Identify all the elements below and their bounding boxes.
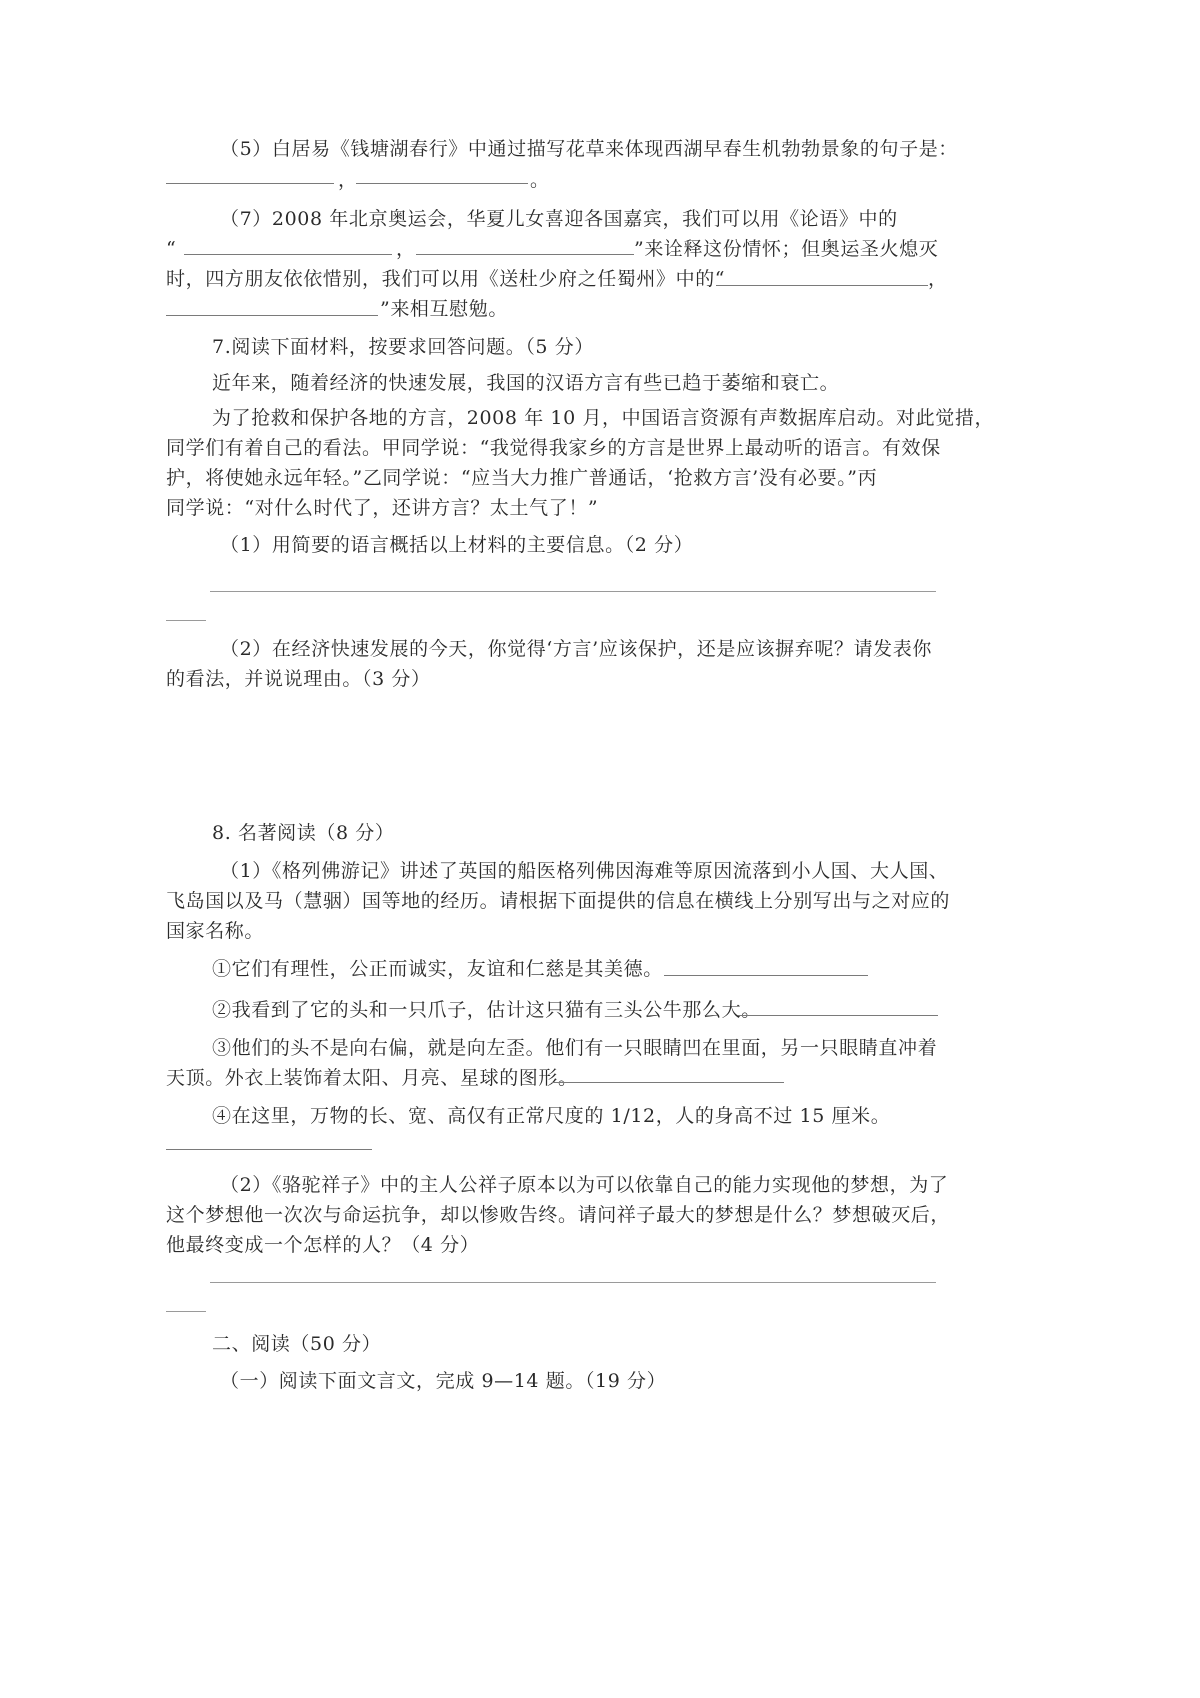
q8-question2-line2: 这个梦想他一次次与命运抗争，却以惨败告终。请问祥子最大的梦想是什么？梦想破灭后， xyxy=(166,1204,951,1226)
q8-item3-line2: 天顶。外衣上装饰着太阳、月亮、星球的图形。 xyxy=(166,1067,578,1089)
answer-line[interactable] xyxy=(210,591,936,592)
q8-question1-line1: （1）《格列佛游记》讲述了英国的船医格列佛因海难等原因流落到小人国、大人国、 xyxy=(220,860,949,882)
q8-question1-line3: 国家名称。 xyxy=(166,920,265,942)
answer-line[interactable] xyxy=(166,620,206,621)
answer-blank[interactable] xyxy=(166,183,334,184)
q8-item1: ①它们有理性，公正而诚实，友谊和仁慈是其美德。 xyxy=(212,958,663,980)
q6-part5-comma: ， xyxy=(338,169,358,191)
q8-item4: ④在这里，万物的长、宽、高仅有正常尺度的 1/12，人的身高不过 15 厘米。 xyxy=(212,1105,891,1127)
section2-heading: 二、阅读（50 分） xyxy=(212,1333,382,1355)
q7-material-para1: 近年来，随着经济的快速发展，我国的汉语方言有些已趋于萎缩和衰亡。 xyxy=(212,372,840,394)
q6-part7-line2-tail: ”来诠释这份情怀；但奥运圣火熄灭 xyxy=(634,238,939,260)
section2-subheading: （一）阅读下面文言文，完成 9—14 题。（19 分） xyxy=(220,1370,667,1392)
q6-part7-open-quote: “ xyxy=(166,238,177,260)
q6-part7-comma: ， xyxy=(396,238,416,260)
q7-material-para2-line3: 护，将使她永远年轻。”乙同学说：“应当大力推广普通话，‘抢救方言’没有必要。”丙 xyxy=(166,467,878,489)
answer-line[interactable] xyxy=(210,1282,936,1283)
q6-part5-period: 。 xyxy=(530,169,550,191)
answer-blank[interactable] xyxy=(716,285,928,286)
answer-blank[interactable] xyxy=(166,1149,372,1150)
q7-material-para2-line2: 同学们有着自己的看法。甲同学说：“我觉得我家乡的方言是世界上最动听的语言。有效保 xyxy=(166,437,941,459)
q6-part5-prompt: （5）白居易《钱塘湖春行》中通过描写花草来体现西湖早春生机勃勃景象的句子是： xyxy=(220,138,958,160)
q6-part7-prompt: （7）2008 年北京奥运会，华夏儿女喜迎各国嘉宾，我们可以用《论语》中的 xyxy=(220,208,898,230)
q8-item3-line1: ③他们的头不是向右偏，就是向左歪。他们有一只眼睛凹在里面，另一只眼睛直冲着 xyxy=(212,1037,938,1059)
q7-material-para2-line1: 为了抢救和保护各地的方言，2008 年 10 月，中国语言资源有声数据库启动。对此觉措， xyxy=(212,407,995,429)
answer-blank[interactable] xyxy=(738,1015,938,1016)
answer-blank[interactable] xyxy=(166,315,378,316)
q8-item2: ②我看到了它的头和一只爪子，估计这只猫有三头公牛那么大。 xyxy=(212,999,761,1021)
answer-blank[interactable] xyxy=(552,1082,784,1083)
q7-question2-line1: （2）在经济快速发展的今天，你觉得‘方言’应该保护，还是应该摒弃呢？请发表你 xyxy=(220,638,932,660)
q6-part7-line3: 时，四方朋友依依惜别，我们可以用《送杜少府之任蜀州》中的“ xyxy=(166,268,726,290)
q7-heading: 7.阅读下面材料，按要求回答问题。（5 分） xyxy=(212,336,594,358)
q8-question2-line3: 他最终变成一个怎样的人？（4 分） xyxy=(166,1234,480,1256)
q8-question1-line2: 飞岛国以及马（慧骃）国等地的经历。请根据下面提供的信息在横线上分别写出与之对应的 xyxy=(166,890,951,912)
answer-blank[interactable] xyxy=(664,975,868,976)
q7-question1: （1）用简要的语言概括以上材料的主要信息。（2 分） xyxy=(220,534,694,556)
q8-question2-line1: （2）《骆驼祥子》中的主人公祥子原本以为可以依靠自己的能力实现他的梦想，为了 xyxy=(220,1174,949,1196)
answer-line[interactable] xyxy=(166,1311,206,1312)
q7-question2-line2: 的看法，并说说理由。（3 分） xyxy=(166,668,431,690)
q7-material-para2-line4: 同学说：“对什么时代了，还讲方言？太土气了！” xyxy=(166,497,599,519)
q6-part7-line3-comma: ， xyxy=(928,268,948,290)
q6-part7-line4-tail: ”来相互慰勉。 xyxy=(380,298,508,320)
answer-blank[interactable] xyxy=(184,254,392,255)
q8-heading: 8. 名著阅读（8 分） xyxy=(212,822,395,844)
answer-blank[interactable] xyxy=(416,254,634,255)
answer-blank[interactable] xyxy=(356,183,528,184)
